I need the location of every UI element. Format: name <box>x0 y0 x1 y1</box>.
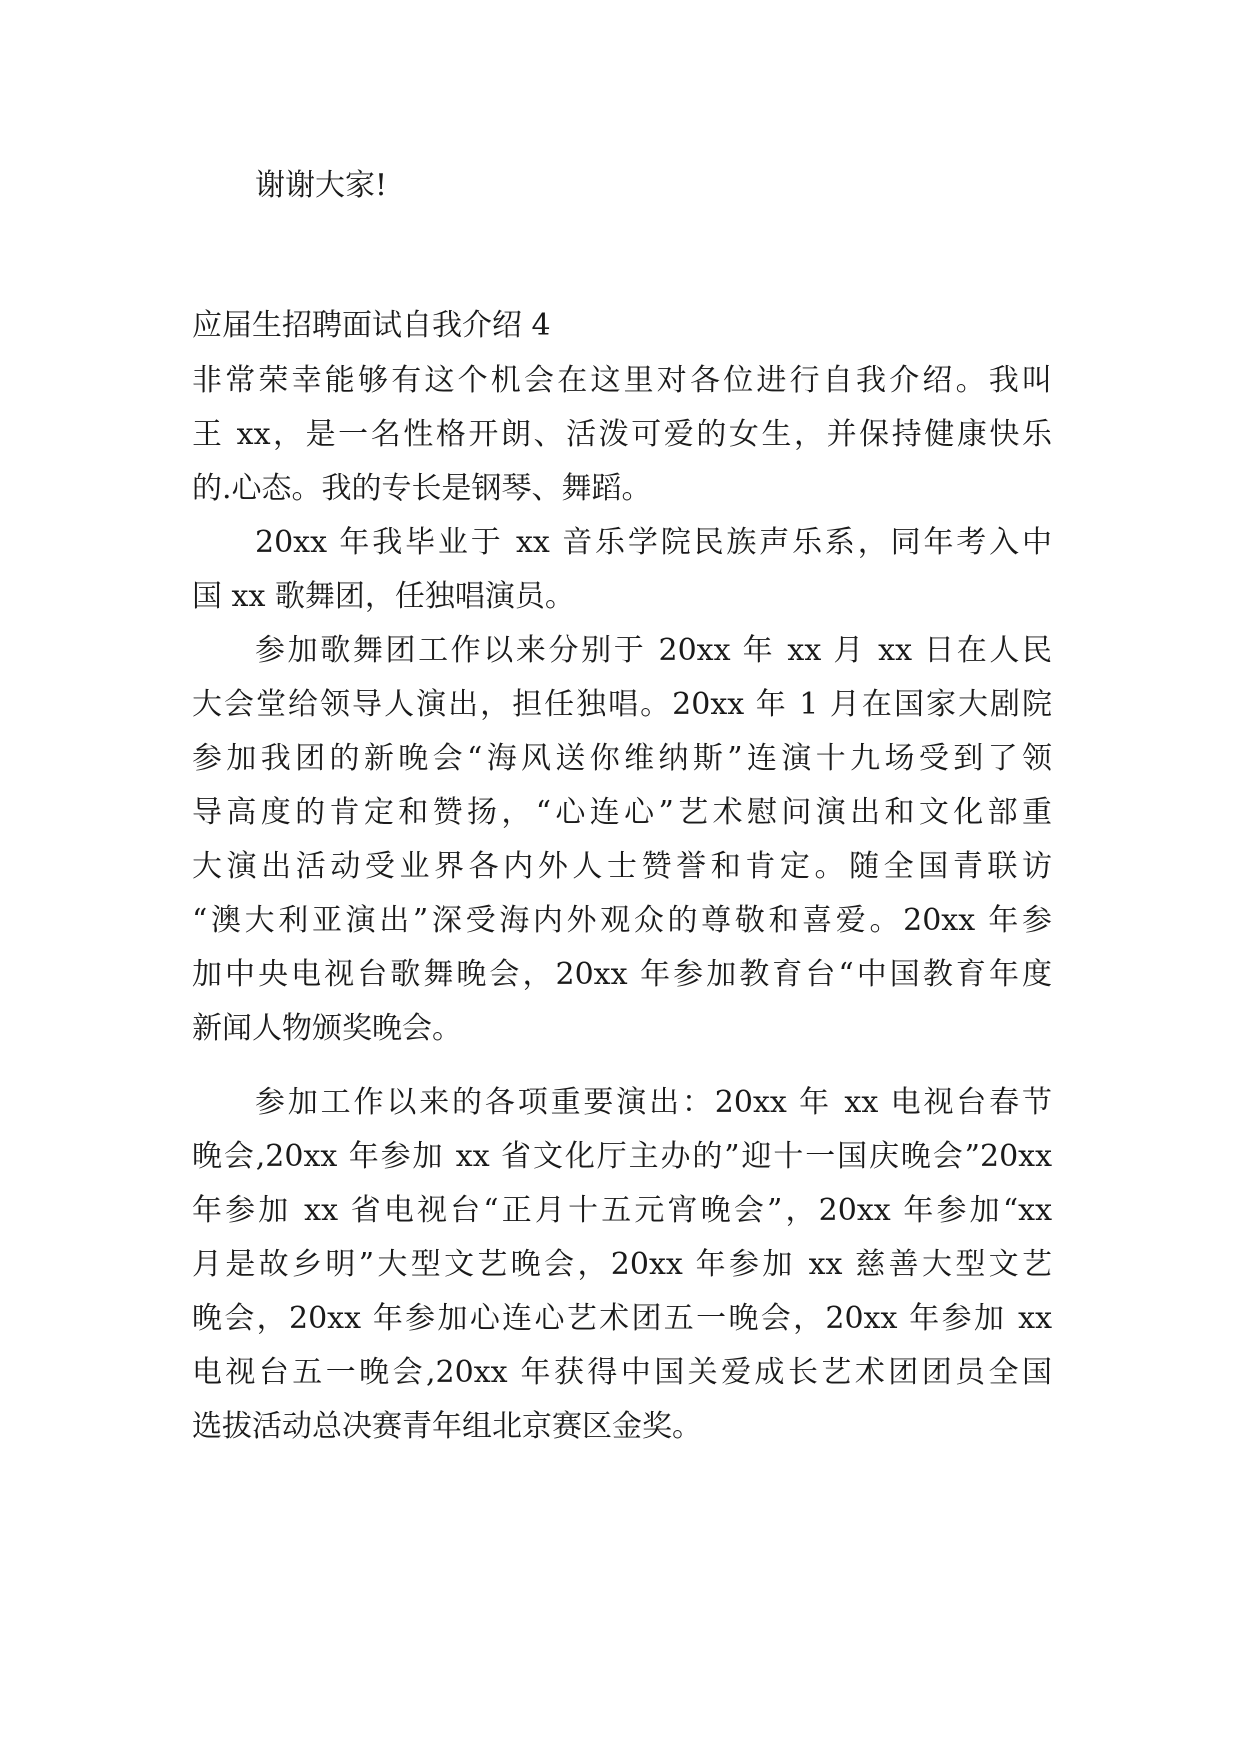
section-title: 应届生招聘面试自我介绍 4 <box>192 308 551 343</box>
paragraph-line: 选拔活动总决赛青年组北京赛区金奖。 <box>192 1409 702 1444</box>
paragraph-line: 大演出活动受业界各内外人士赞誉和肯定。随全国青联访 <box>192 849 1052 884</box>
paragraph-line: 电视台五一晚会,20xx 年获得中国关爱成长艺术团团员全国 <box>192 1355 1052 1390</box>
closing-line: 谢谢大家! <box>255 168 388 203</box>
paragraph-line: 晚会,20xx 年参加 xx 省文化厅主办的”迎十一国庆晚会”20xx <box>192 1139 1052 1174</box>
paragraph-line: 晚会，20xx 年参加心连心艺术团五一晚会，20xx 年参加 xx <box>192 1301 1052 1336</box>
paragraph-line: “澳大利亚演出”深受海内外观众的尊敬和喜爱。20xx 年参 <box>192 903 1052 938</box>
paragraph-line: 参加工作以来的各项重要演出：20xx 年 xx 电视台春节 <box>255 1085 1052 1120</box>
paragraph-line: 参加歌舞团工作以来分别于 20xx 年 xx 月 xx 日在人民 <box>255 633 1052 668</box>
paragraph-line: 加中央电视台歌舞晚会，20xx 年参加教育台“中国教育年度 <box>192 957 1052 992</box>
paragraph-line: 导高度的肯定和赞扬，“心连心”艺术慰问演出和文化部重 <box>192 795 1052 830</box>
paragraph-line: 年参加 xx 省电视台“正月十五元宵晚会”，20xx 年参加“xx <box>192 1193 1052 1228</box>
paragraph-line: 王 xx，是一名性格开朗、活泼可爱的女生，并保持健康快乐 <box>192 417 1052 452</box>
paragraph-line: 20xx 年我毕业于 xx 音乐学院民族声乐系，同年考入中 <box>255 525 1052 560</box>
paragraph-line: 非常荣幸能够有这个机会在这里对各位进行自我介绍。我叫 <box>192 363 1052 398</box>
paragraph-line: 月是故乡明”大型文艺晚会，20xx 年参加 xx 慈善大型文艺 <box>192 1247 1052 1282</box>
paragraph-line: 国 xx 歌舞团，任独唱演员。 <box>192 579 575 614</box>
paragraph-line: 大会堂给领导人演出，担任独唱。20xx 年 1 月在国家大剧院 <box>192 687 1052 722</box>
paragraph-line: 参加我团的新晚会“海风送你维纳斯”连演十九场受到了领 <box>192 741 1052 776</box>
paragraph-line: 的.心态。我的专长是钢琴、舞蹈。 <box>192 471 652 506</box>
paragraph-line: 新闻人物颁奖晚会。 <box>192 1011 462 1046</box>
